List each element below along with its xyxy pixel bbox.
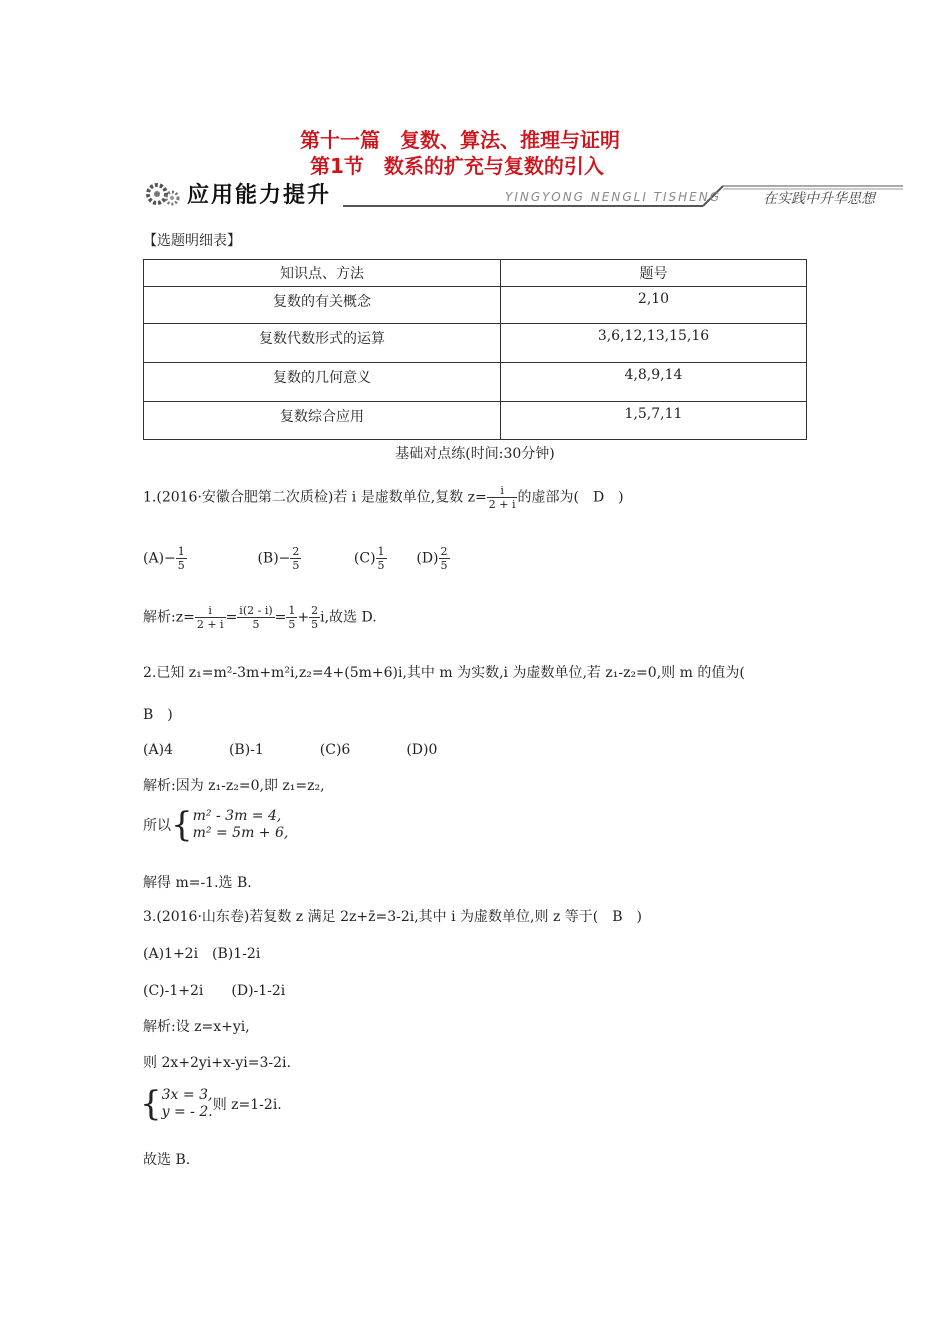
q1-stem-prefix: 1.(2016·安徽合肥第二次质检)若 i 是虚数单位,复数 z= [143,489,487,506]
q1-frac-den: 2 + i [488,498,516,511]
table-cell: 3,6,12,13,15,16 [501,324,807,363]
banner-pinyin: YINGYONG NENGLI TISHENG [505,190,722,204]
table-row [144,402,807,440]
q1-option-a: (A)− $\frac{1}{5}$ [143,545,185,572]
question-1-stem [143,484,624,511]
table-cell: 1,5,7,11 [501,402,807,440]
banner-label: 应用能力提升 [187,183,332,208]
table-header-cell: 知识点、方法 [144,260,501,287]
table-title: 【选题明细表】 [143,233,241,249]
q3-solution-line2: 则 2x+2yi+x-yi=3-2i. [143,1055,291,1071]
table-cell: 复数的有关概念 [144,287,501,324]
table-cell: 2,10 [501,287,807,324]
chapter-title: 第十一篇 复数、算法、推理与证明 [300,128,620,152]
q3-solution-line4: 故选 B. [143,1152,191,1168]
question-3-stem: 3.(2016·山东卷)若复数 z 满足 2z+z̄=3-2i,其中 i 为虚数单位,则 z 等于( B ) [143,909,642,925]
q3-options-line1: (A)1+2i (B)1-2i [143,946,261,962]
table-cell: 复数综合应用 [144,402,501,440]
q1-fraction [487,484,518,511]
q1-option-d: (D) $\frac{2}{5}$ [416,545,448,572]
q1-solution: 解析:z= $\frac{i}{2 + i}$ = $\frac{i(2 - i)}{5}$ = $\frac{1}{5}$ + $\frac{2}{5}$ i,故选 D. [143,604,377,631]
q1-stem-suffix: 的虚部为( D ) [517,489,624,506]
q2-solution-system: 所以{ m² - 3m = 4, m² = 5m + 6, [143,805,289,845]
table-cell: 复数的几何意义 [144,363,501,402]
table-row [144,287,807,324]
q2-options: (A)4 (B)-1 (C)6 (D)0 [143,742,438,758]
practice-section-title: 基础对点练(时间:30分钟) [395,446,555,462]
q3-solution-system: { 3x = 3, y = - 2. 则 z=1-2i. [140,1084,282,1124]
q3-solution-line1: 解析:设 z=x+yi, [143,1019,250,1035]
q1-option-c: (C) $\frac{1}{5}$ [353,545,385,572]
banner [143,176,903,210]
q3-options-line2: (C)-1+2i (D)-1-2i [143,983,286,999]
q1-frac-num: i [487,484,518,498]
q2-solution-line1: 解析:因为 z₁-z₂=0,即 z₁=z₂, [143,778,325,794]
section-title-heading: 第1节 数系的扩充与复数的引入 [310,154,604,178]
table-row [144,363,807,402]
table-row [144,324,807,363]
question-2-stem: 2.已知 z₁=m²-3m+m²i,z₂=4+(5m+6)i,其中 m 为实数,i 为虚数单位,若 z₁-z₂=0,则 m 的值为( [143,665,745,681]
topic-table [143,259,807,440]
q1-option-b: (B)− $\frac{2}{5}$ [257,545,300,572]
q2-solution-line3: 解得 m=-1.选 B. [143,875,252,891]
q2-answer: B ) [143,707,173,723]
table-header-cell: 题号 [501,260,807,287]
table-cell: 复数代数形式的运算 [144,324,501,363]
banner-motto: 在实践中升华思想 [763,191,875,207]
q1-options [143,545,450,572]
table-cell: 4,8,9,14 [501,363,807,402]
table-header-row [144,260,807,287]
